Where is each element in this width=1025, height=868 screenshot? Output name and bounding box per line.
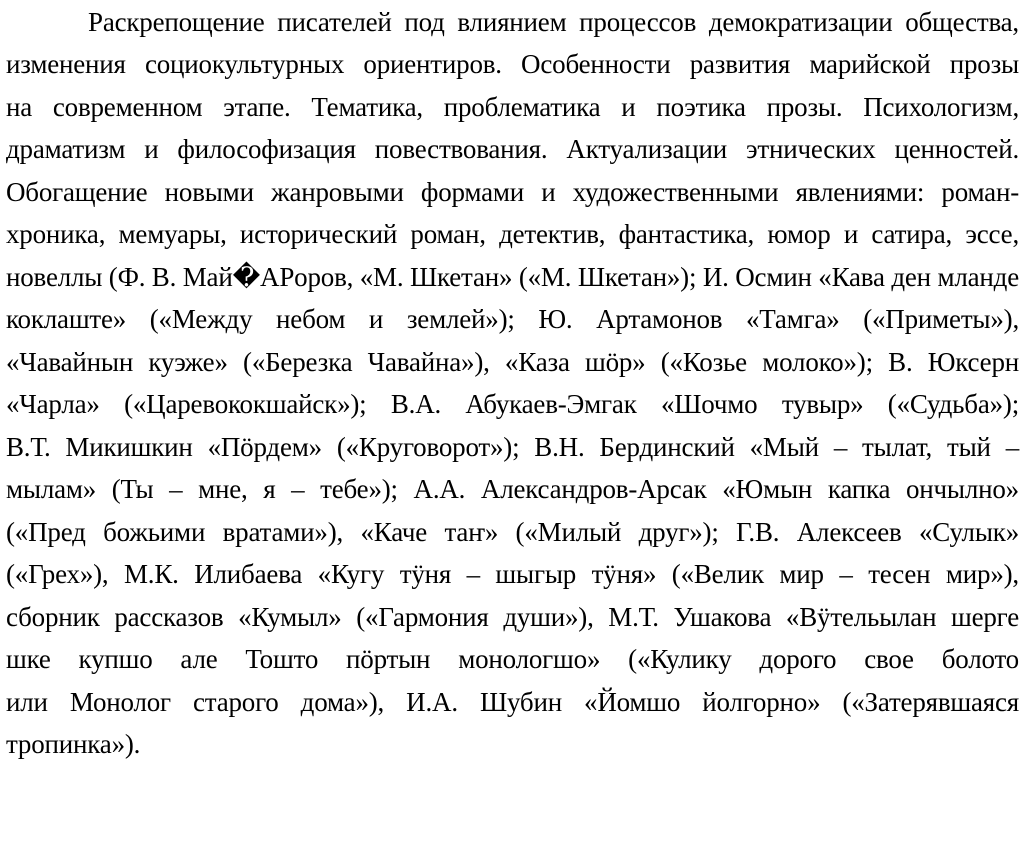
paragraph-line: мылам» (Ты – мне, я – тебе»); А.А. Александров-Арсак «Юмын капка ончылно» [6, 474, 1019, 504]
paragraph-line: коклаште» («Между небом и землей»); Ю. Артамонов «Тамга» («Приметы»), [6, 304, 1019, 334]
paragraph-line: Обогащение новыми жанровыми формами и художественными явлениями: роман- [6, 177, 1019, 207]
paragraph-line: («Пред божьими вратами»), «Каче таҥ» («Милый друг»); Г.В. Алексеев «Сулык» [6, 517, 1019, 547]
paragraph-line: новеллы (Ф. В. Май�APоров, «М. Шкетан» («М. Шкетан»); И. Осмин «Кава ден мланде [6, 262, 1019, 292]
paragraph-line: («Грех»), М.К. Илибаева «Кугу тӱня – шыгыр тӱня» («Велик мир – тесен мир»), [6, 559, 1019, 589]
paragraph-line: сборник рассказов «Кумыл» («Гармония души»), М.Т. Ушакова «Вӱтельылан шерге [6, 602, 1019, 632]
paragraph-line: на современном этапе. Тематика, проблематика и поэтика прозы. Психологизм, [6, 92, 1019, 122]
paragraph-line: «Чавайнын куэже» («Березка Чавайна»), «Каза шӧр» («Козье молоко»); В. Юксерн [6, 347, 1019, 377]
paragraph-line: шке купшо але Тошто пӧртын монологшо» («Кулику дорого свое болото [6, 644, 1019, 674]
paragraph-line: хроника, мемуары, исторический роман, детектив, фантастика, юмор и сатира, эссе, [6, 219, 1019, 249]
paragraph-line: В.Т. Микишкин «Пӧрдем» («Круговорот»); В.Н. Бердинский «Мый – тылат, тый – [6, 432, 1019, 462]
paragraph-line: или Монолог старого дома»), И.А. Шубин «Йомшо йолгорно» («Затерявшаяся [6, 687, 1019, 717]
paragraph-line: Раскрепощение писателей под влиянием процессов демократизации общества, [88, 7, 1019, 37]
paragraph-line: драматизм и философизация повествования. Актуализации этнических ценностей. [6, 134, 1019, 164]
paragraph-line-last: тропинка»). [6, 729, 141, 759]
paragraph-line: «Чарла» («Царевококшайск»); В.А. Абукаев-Эмгак «Шочмо тувыр» («Судьба»); [6, 389, 1019, 419]
paragraph-line: изменения социокультурных ориентиров. Особенности развития марийской прозы [6, 49, 1019, 79]
